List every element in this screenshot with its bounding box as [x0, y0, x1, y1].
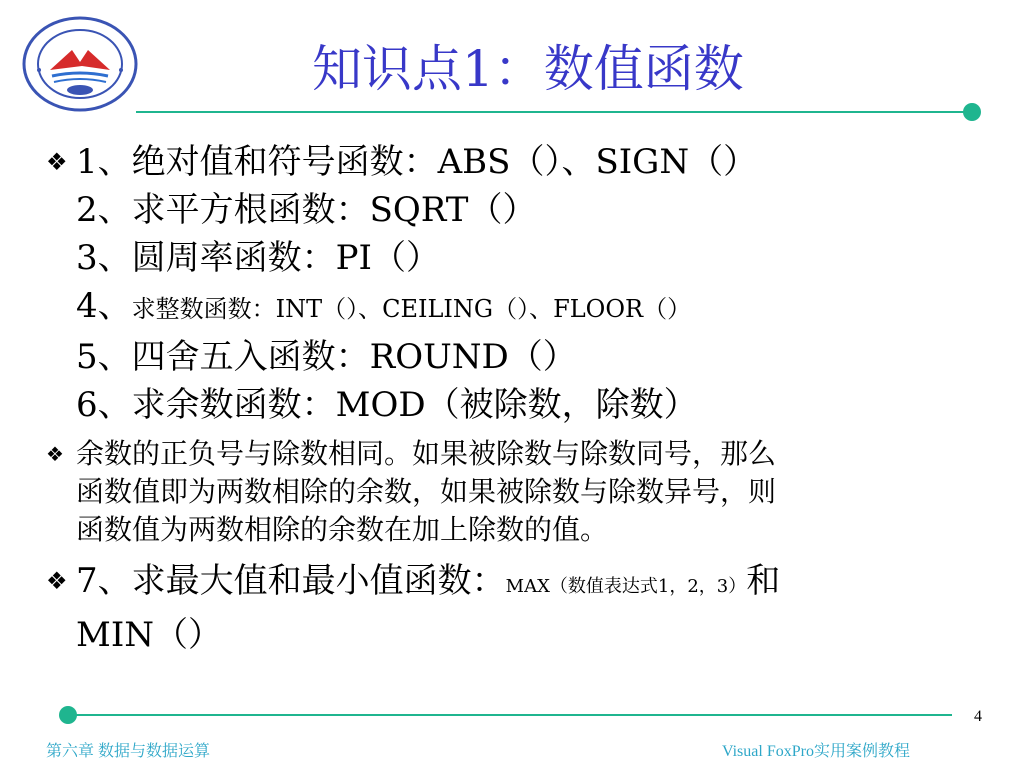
remainder-note	[46, 435, 986, 549]
diamond-bullet-icon: ❖	[46, 567, 68, 595]
note-line: 函数值为两数相除的余数在加上除数的值。	[76, 513, 609, 546]
max-min-item	[46, 557, 986, 659]
list-item: 3、圆周率函数：PI（）	[76, 238, 440, 278]
item-text: 求整数函数：INT（）、CEILING（）、FLOOR（）	[131, 295, 692, 323]
college-emblem-logo	[20, 14, 140, 114]
function-list	[46, 138, 986, 429]
item-text: 7、求最大值和最小值函数：	[76, 561, 506, 601]
list-item: 2、求平方根函数：SQRT（）	[76, 190, 537, 230]
list-item	[76, 557, 986, 611]
slide-content	[46, 138, 986, 659]
footer-course: Visual FoxPro实用案例教程	[722, 743, 910, 760]
diamond-bullet-icon: ❖	[46, 148, 68, 176]
note-line: 余数的正负号与除数相同。如果被除数与除数同号，那么	[76, 437, 777, 470]
item-number: 4、	[76, 286, 132, 326]
item-code: MAX（数值表达式1，2，3）	[505, 576, 747, 597]
list-item: 6、求余数函数：MOD（被除数，除数）	[76, 385, 698, 425]
slide-title: 知识点1：数值函数	[312, 40, 744, 98]
note-line: 函数值即为两数相除的余数，如果被除数与除数异号，则	[76, 475, 777, 508]
footer-chapter: 第六章 数据与数据运算	[46, 743, 211, 760]
list-item: 5、四舍五入函数：ROUND（）	[76, 337, 577, 377]
list-item: MIN（）	[76, 615, 222, 655]
list-item: 1、绝对值和符号函数：ABS（）、SIGN（）	[76, 142, 758, 182]
page-number: 4	[974, 708, 982, 725]
footer-divider	[56, 705, 956, 725]
diamond-bullet-icon: ❖	[46, 442, 64, 466]
list-item	[76, 282, 986, 333]
title-divider	[136, 102, 986, 122]
item-text: 和	[746, 561, 781, 601]
